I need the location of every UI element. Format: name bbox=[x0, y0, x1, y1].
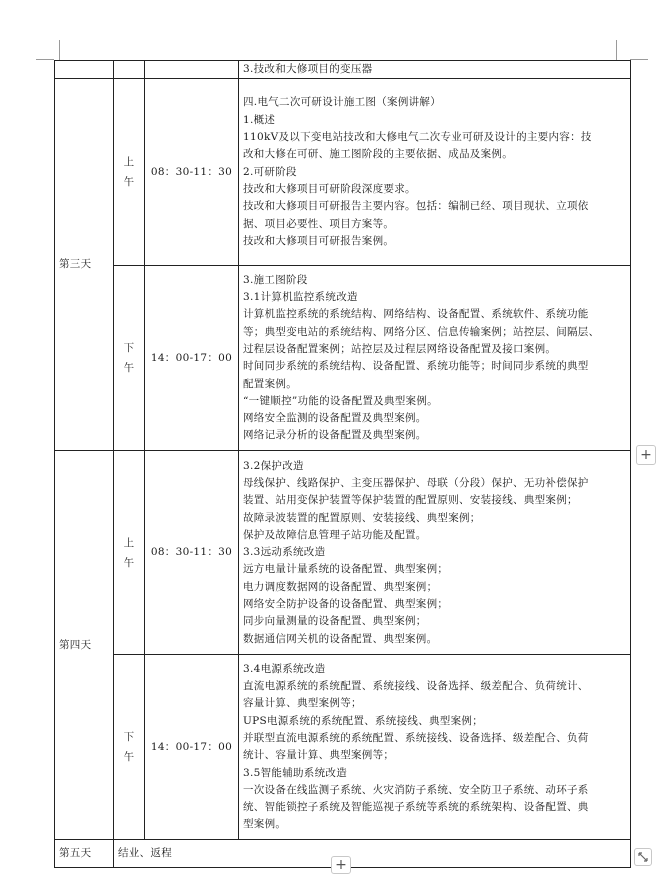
table-row bbox=[55, 655, 631, 840]
period-cell bbox=[114, 451, 145, 655]
empty-cell bbox=[114, 61, 145, 79]
content-line: 四.电气二次可研设计施工图（案例讲解） bbox=[243, 96, 442, 109]
content-line: 网络记录分析的设备配置及典型案例。 bbox=[243, 429, 427, 442]
content-line: 3.5智能辅助系统改造 bbox=[243, 766, 347, 779]
content-line: 直流电源系统的系统配置、系统接线、设备选择、级差配合、负荷统计、 bbox=[243, 680, 589, 693]
content-line: 结业、返程 bbox=[118, 847, 172, 860]
content-line: UPS电源系统的系统配置、系统接线、典型案例； bbox=[243, 714, 484, 727]
period-char: 午 bbox=[123, 362, 135, 375]
content-line: 统计、容量计算、典型案例等； bbox=[243, 749, 395, 762]
content-line: 并联型直流电源系统的系统配置、系统接线、设备选择、级差配合、负荷 bbox=[243, 732, 589, 744]
content-line: 3.2保护改造 bbox=[243, 459, 304, 472]
content-line: 3.技改和大修项目的变压器 bbox=[243, 63, 373, 75]
content-line: 110kV及以下变电站技改和大修电气二次专业可研及设计的主要内容：技 bbox=[243, 131, 592, 144]
content-line: 同步向量测量的设备配置、典型案例； bbox=[243, 615, 427, 628]
content-cell bbox=[239, 61, 631, 79]
content-line: 型案例。 bbox=[243, 818, 287, 831]
table-row bbox=[55, 61, 631, 79]
period-char: 午 bbox=[123, 176, 135, 189]
content-line: 2.可研阶段 bbox=[243, 165, 297, 178]
content-line: “一键顺控”功能的设备配置及典型案例。 bbox=[243, 394, 438, 407]
content-line: 计算机监控系统的系统结构、网络结构、设备配置、系统软件、系统功能 bbox=[243, 308, 589, 321]
crop-mark-left-vertical bbox=[59, 40, 60, 60]
period-char: 上 bbox=[123, 536, 135, 549]
time-cell: 14：00-17：00 bbox=[145, 655, 239, 840]
content-line: 母线保护、线路保护、主变压器保护、母联（分段）保护、无功补偿保护 bbox=[243, 476, 589, 489]
period-char: 午 bbox=[123, 751, 135, 764]
content-line: 装置、站用变保护装置等保护装置的配置原则、安装接线、典型案例； bbox=[243, 494, 578, 507]
plus-icon: + bbox=[335, 857, 347, 873]
period-cell bbox=[114, 655, 145, 840]
content-cell bbox=[239, 655, 631, 840]
period-cell bbox=[114, 266, 145, 451]
crop-mark-right-vertical bbox=[616, 40, 617, 60]
table-resize-handle[interactable] bbox=[634, 848, 652, 866]
content-line: 等；典型变电站的系统结构、网络分区、信息传输案例；站控层、间隔层、 bbox=[243, 325, 600, 338]
period-cell bbox=[114, 79, 145, 266]
time-cell: 08：30-11：30 bbox=[145, 79, 239, 266]
content-line: 3.3远动系统改造 bbox=[243, 546, 326, 559]
content-line: 电力调度数据网的设备配置、典型案例； bbox=[243, 580, 438, 593]
day-label: 第四天 bbox=[55, 451, 114, 840]
content-line: 保护及故障信息管理子站功能及配置。 bbox=[243, 528, 427, 541]
content-line: 统、智能锁控子系统及智能巡视子系统等系统的系统架构、设备配置、典 bbox=[243, 801, 589, 814]
table-row bbox=[55, 79, 631, 266]
table-row bbox=[55, 266, 631, 451]
resize-corner-icon bbox=[637, 851, 649, 863]
content-line: 据、项目必要性、项目方案等。 bbox=[243, 217, 395, 230]
empty-cell bbox=[145, 61, 239, 79]
empty-cell bbox=[55, 61, 114, 79]
period-char: 下 bbox=[123, 342, 135, 355]
time-cell: 14：00-17：00 bbox=[145, 266, 239, 451]
content-line: 网络安全防护设备的设备配置、典型案例； bbox=[243, 598, 449, 611]
crop-mark-right-horizontal bbox=[630, 59, 648, 60]
content-cell bbox=[239, 451, 631, 655]
add-row-button[interactable] bbox=[636, 445, 656, 465]
content-line: 改和大修在可研、施工图阶段的主要依据、成品及案例。 bbox=[243, 148, 513, 161]
content-line: 容量计算、典型案例等； bbox=[243, 697, 362, 710]
content-cell bbox=[239, 266, 631, 451]
period-char: 上 bbox=[123, 156, 135, 169]
content-line: 时间同步系统的系统结构、设备配置、系统功能等；时间同步系统的典型 bbox=[243, 360, 589, 373]
content-line: 配置案例。 bbox=[243, 377, 297, 390]
table-row bbox=[55, 451, 631, 655]
content-line: 3.施工图阶段 bbox=[243, 273, 308, 286]
schedule-table bbox=[54, 60, 631, 868]
content-line: 故障录波装置的配置原则、安装接线、典型案例； bbox=[243, 511, 481, 524]
content-line: 网络安全监测的设备配置及典型案例。 bbox=[243, 412, 427, 425]
content-cell bbox=[114, 840, 631, 868]
content-line: 远方电量计量系统的设备配置、典型案例； bbox=[243, 563, 449, 576]
content-line: 3.1计算机监控系统改造 bbox=[243, 291, 358, 304]
time-cell: 08：30-11：30 bbox=[145, 451, 239, 655]
content-line: 3.4电源系统改造 bbox=[243, 662, 326, 675]
content-line: 技改和大修项目可研报告主要内容。包括：编制已经、项目现状、立项依 bbox=[243, 200, 589, 213]
period-char: 下 bbox=[123, 731, 135, 744]
content-line: 过程层设备配置案例；站控层及过程层网络设备配置及接口案例。 bbox=[243, 343, 557, 355]
content-line: 一次设备在线监测子系统、火灾消防子系统、安全防卫子系统、动环子系 bbox=[243, 783, 589, 796]
day-label: 第三天 bbox=[55, 79, 114, 451]
content-line: 1.概述 bbox=[243, 113, 276, 126]
day-label: 第五天 bbox=[55, 840, 114, 868]
crop-mark-left-horizontal bbox=[36, 59, 54, 60]
add-row-button-bottom[interactable] bbox=[331, 856, 351, 874]
content-line: 技改和大修项目可研报告案例。 bbox=[243, 234, 395, 247]
content-line: 技改和大修项目可研阶段深度要求。 bbox=[243, 182, 416, 195]
content-line: 数据通信网关机的设备配置、典型案例。 bbox=[243, 632, 438, 645]
period-char: 午 bbox=[123, 556, 135, 569]
content-cell bbox=[239, 79, 631, 266]
plus-icon: + bbox=[640, 447, 652, 463]
